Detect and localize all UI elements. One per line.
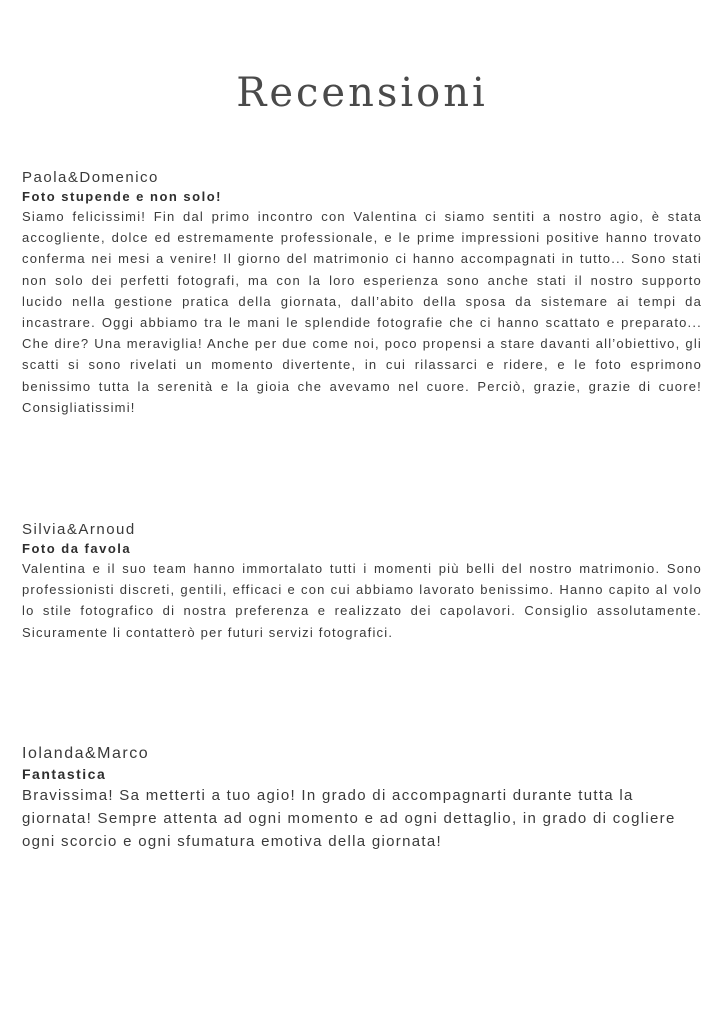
review-author: Paola&Domenico (22, 169, 159, 186)
review-card (22, 169, 702, 418)
review-body: Siamo felicissimi! Fin dal primo incontro con Valentina ci siamo sentiti a nostro agio, è stata accogliente, dolce ed estremamente professionale, e le prime impressioni positive hanno trovato conferma nei mesi a venire! Il giorno del matrimonio ci hanno accompagnati in tutto... Sono stati non solo dei perfetti fotografi, ma con la loro esperienza sono anche stati il nostro supporto lucido nella gestione pratica della giornata, dall’abito della sposa da sistemare ai tempi da incastrare. Oggi abbiamo tra le mani le splendide fotografie che ci hanno scattato e preparato... Che dire? Una meraviglia! Anche per due come noi, poco propensi a stare davanti all’obiettivo, gli scatti si sono rivelati un momento divertente, in cui rilassarci e ridere, e le foto esprimono benissimo tutta la serenità e la gioia che avevamo nel cuore. Perciò, grazie, grazie di cuore! Consigliatissimi! (22, 209, 702, 415)
review-card (22, 521, 702, 643)
review-author: Iolanda&Marco (22, 745, 150, 762)
review-author: Silvia&Arnoud (22, 521, 136, 538)
review-card (22, 745, 702, 853)
review-body: Valentina e il suo team hanno immortalato tutti i momenti più belli del nostro matrimonio. Sono professionisti discreti, gentili, efficaci e con cui abbiamo lavorato benissimo. Hanno capito al volo lo stile fotografico di nostra preferenza e realizzato dei capolavori. Consiglio assolutamente. Sicuramente li contatterò per futuri servizi fotografici. (22, 561, 702, 640)
page-title: Recensioni (236, 70, 488, 116)
review-heading: Foto stupende e non solo! (22, 189, 222, 204)
review-heading: Foto da favola (22, 541, 132, 556)
review-body: Bravissima! Sa metterti a tuo agio! In grado di accompagnarti durante tutta la giornata! Sempre attenta ad ogni momento e ad ogni dettaglio, in grado di cogliere ogni scorcio e ogni sfumatura emotiva della giornata! (22, 787, 676, 850)
review-heading: Fantastica (22, 766, 107, 782)
